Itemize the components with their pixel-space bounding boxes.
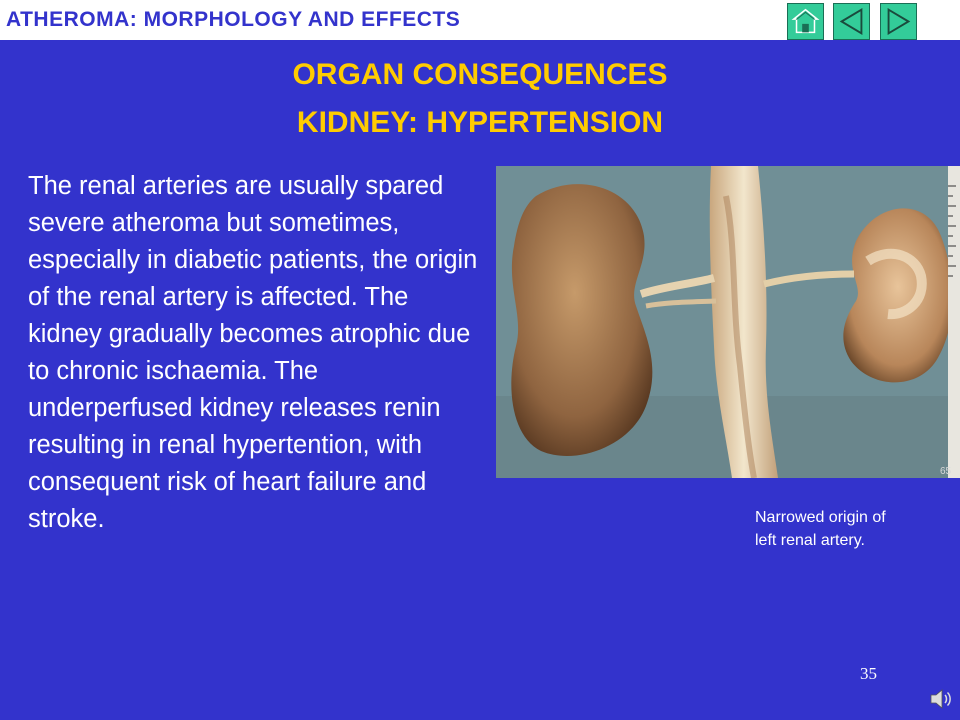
home-icon [788,4,823,39]
photo-label: 65 [940,466,952,477]
triangle-right-icon [881,4,916,39]
next-slide-button[interactable] [880,3,917,40]
sound-button[interactable] [928,686,954,712]
caption-line1: Narrowed origin of [755,509,886,526]
home-button[interactable] [787,3,824,40]
photo-caption [755,506,950,552]
page-number: 35 [860,664,877,683]
caption-line2: left renal artery. [755,532,865,549]
slide-body-text: The renal arteries are usually spared severe atheroma but sometimes, especially in diabetic patients, the origin of the renal artery is affected. The kidney gradually becomes atrophic due to chronic ischaemia. The underperfused kidney releases renin resulting in renal hypertention, with consequent risk of heart failure and stroke. [28,172,478,533]
slide-title-line2: KIDNEY: HYPERTENSION [296,106,664,139]
presentation-title: ATHEROMA: MORPHOLOGY AND EFFECTS [6,8,461,31]
slide-title-line1: ORGAN CONSEQUENCES [292,58,668,91]
top-bar [0,0,960,40]
previous-slide-button[interactable] [833,3,870,40]
triangle-left-icon [834,4,869,39]
kidney-specimen-photo [496,166,960,478]
speaker-icon [928,686,954,712]
